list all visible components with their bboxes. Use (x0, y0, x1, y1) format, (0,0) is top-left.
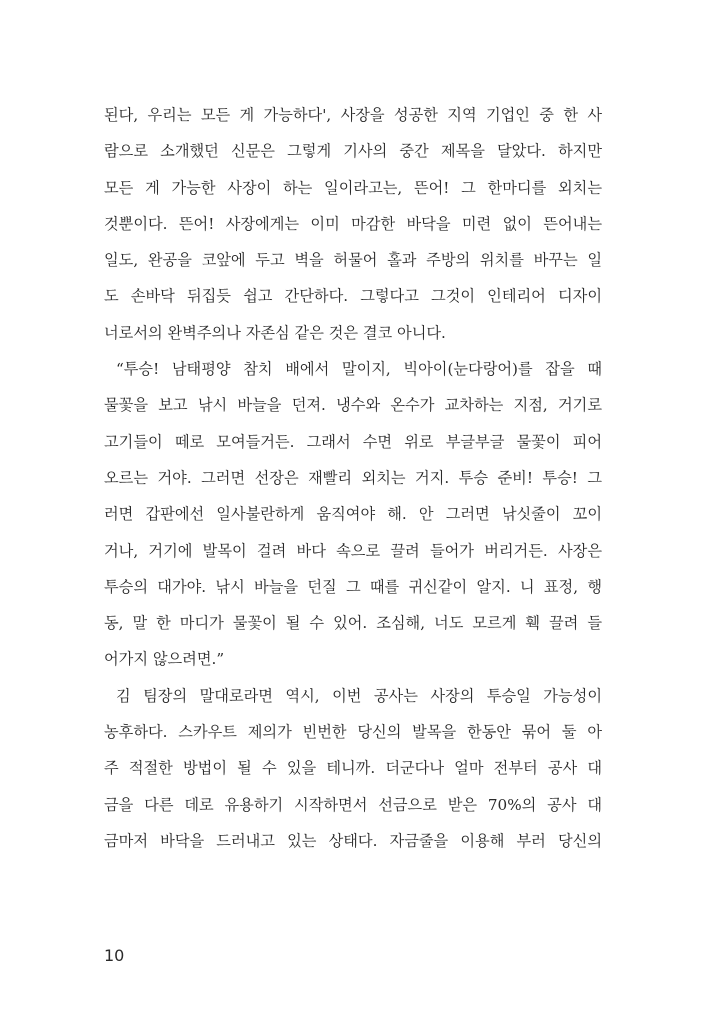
text-line: 김 팀장의 말대로라면 역시, 이번 공사는 사장의 투승일 가능성이 (116, 686, 602, 705)
text-line: 투승의 대가야. 낚시 바늘을 던질 그 때를 귀신같이 알지. 니 표정, 행 (104, 577, 602, 596)
text-line: 된다, 우리는 모든 게 가능하다', 사장을 성공한 지역 기업인 중 한 사 (104, 106, 602, 124)
text-line: 고기들이 떼로 모여들거든. 그래서 수면 위로 부글부글 물꽃이 피어 (104, 432, 602, 451)
text-line: 거나, 거기에 발목이 걸려 바다 속으로 끌려 들어가 버리거든. 사장은 (104, 541, 602, 560)
text-line: 어가지 않으려면.” (104, 650, 225, 669)
text-line: 도 손바닥 뒤집듯 쉽고 간단하다. 그렇다고 그것이 인테리어 디자이 (104, 287, 602, 306)
text-line: 일도, 완공을 코앞에 두고 벽을 허물어 홀과 주방의 위치를 바꾸는 일 (104, 251, 602, 270)
body-text (104, 97, 602, 859)
text-line: 주 적절한 방법이 될 수 있을 테니까. 더군다나 얼마 전부터 공사 대 (104, 759, 602, 778)
text-line: “투승! 남태평양 참치 배에서 말이지, 빅아이(눈다랑어)를 잡을 때 (116, 360, 602, 379)
text-line: 물꽃을 보고 낚시 바늘을 던져. 냉수와 온수가 교차하는 지점, 거기로 (104, 396, 602, 415)
text-line: 농후하다. 스카우트 제의가 빈번한 당신의 발목을 한동안 묶어 둘 아 (104, 723, 602, 742)
text-line: 금마저 바닥을 드러내고 있는 상태다. 자금줄을 이용해 부러 당신의 (104, 831, 602, 850)
page-number: 10 (104, 946, 125, 965)
text-line: 러면 갑판에선 일사불란하게 움직여야 해. 안 그러면 낚싯줄이 꼬이 (104, 505, 602, 524)
text-line: 동, 말 한 마디가 물꽃이 될 수 있어. 조심해, 너도 모르게 훽 끌려 들 (104, 614, 602, 633)
text-line: 모든 게 가능한 사장이 하는 일이라고는, 뜬어! 그 한마디를 외치는 (104, 178, 602, 197)
text-line: 람으로 소개했던 신문은 그렇게 기사의 중간 제목을 달았다. 하지만 (104, 142, 602, 161)
text-line: 오르는 거야. 그러면 선장은 재빨리 외치는 거지. 투승 준비! 투승! 그 (104, 468, 602, 487)
text-line: 금을 다른 데로 유용하기 시작하면서 선금으로 받은 70%의 공사 대 (104, 795, 602, 814)
text-line: 너로서의 완벽주의나 자존심 같은 것은 결코 아니다. (104, 323, 446, 342)
text-line: 것뿐이다. 뜬어! 사장에게는 이미 마감한 바닥을 미련 없이 뜬어내는 (104, 214, 602, 233)
